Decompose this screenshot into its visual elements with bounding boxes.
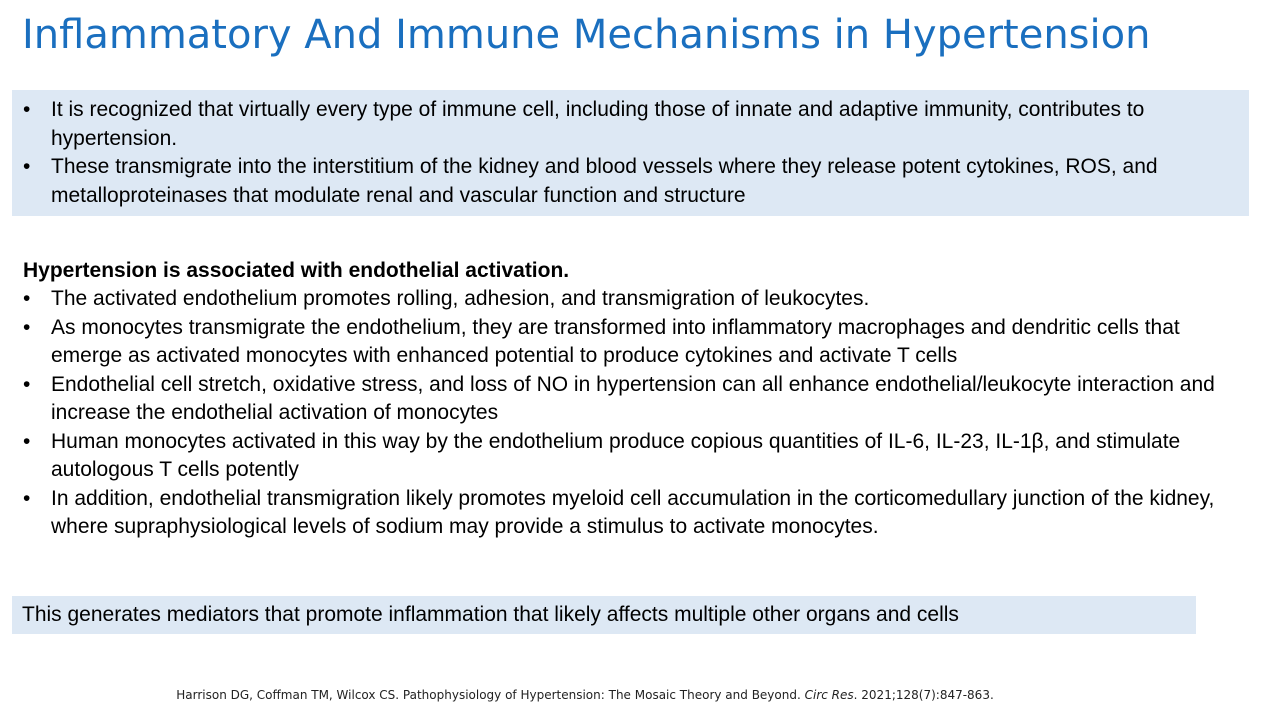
endothelial-heading: Hypertension is associated with endothelial activation. — [23, 259, 570, 282]
endothelial-bullet: • Human monocytes activated in this way by the endothelium produce copious quantities of IL-6, IL-23, IL-1β, and stimulate autologous T cells potently — [11, 428, 1251, 485]
slide-title: Inflammatory And Immune Mechanisms in Hypertension — [22, 12, 1151, 58]
citation — [0, 688, 1170, 702]
citation-authors-title: Harrison DG, Coffman TM, Wilcox CS. Pathophysiology of Hypertension: The Mosaic Theory and Beyond. — [176, 688, 801, 702]
endothelial-bullet-list — [11, 285, 1251, 542]
citation-details: . 2021;128(7):847-863. — [853, 688, 994, 702]
endothelial-bullet: • As monocytes transmigrate the endothelium, they are transformed into inflammatory macrophages and dendritic cells that emerge as activated monocytes with enhanced potential to produce cytokines and activate T cells — [11, 314, 1251, 371]
endothelial-bullet: • The activated endothelium promotes rolling, adhesion, and transmigration of leukocytes. — [11, 285, 1251, 314]
endothelial-bullet: • Endothelial cell stretch, oxidative stress, and loss of NO in hypertension can all enhance endothelial/leukocyte interaction and increase the endothelial activation of monocytes — [11, 371, 1251, 428]
intro-bullet: • It is recognized that virtually every type of immune cell, including those of innate and adaptive immunity, contributes to hypertension. — [11, 96, 1241, 153]
endothelial-bullet: • In addition, endothelial transmigration likely promotes myeloid cell accumulation in the corticomedullary junction of the kidney, where supraphysiological levels of sodium may provide a stimulus to activate monocytes. — [11, 485, 1251, 542]
intro-bullet: • These transmigrate into the interstitium of the kidney and blood vessels where they release potent cytokines, ROS, and metalloproteinases that modulate renal and vascular function and structure — [11, 153, 1241, 210]
citation-journal: Circ Res — [804, 688, 854, 702]
intro-bullet-list — [11, 96, 1241, 210]
conclusion-text: This generates mediators that promote inflammation that likely affects multiple other organs and cells — [22, 603, 959, 626]
